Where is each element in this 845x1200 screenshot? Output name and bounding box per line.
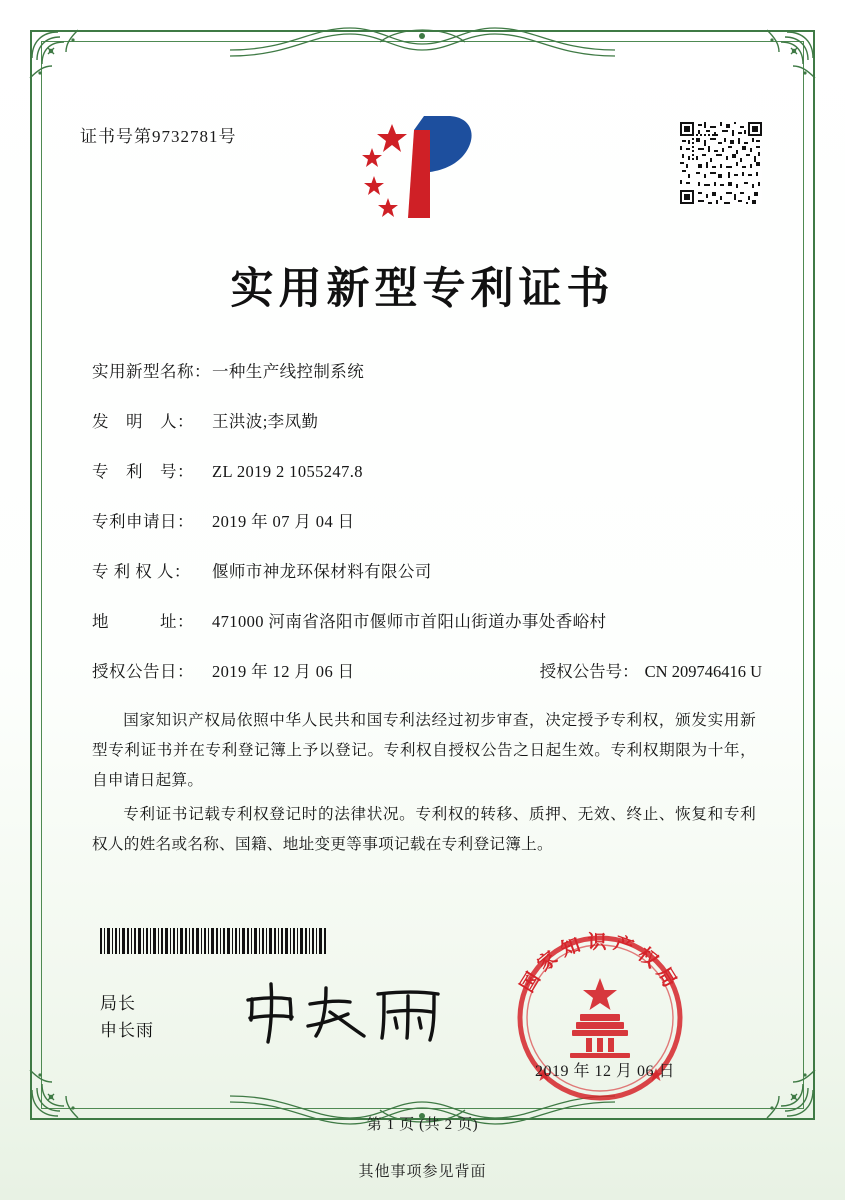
seal-date: 2019 年 12 月 06 日	[534, 1063, 675, 1080]
field-row-inventor	[92, 410, 762, 434]
field-row-grant-announcement	[92, 660, 762, 684]
edge-ornament-top	[230, 20, 615, 66]
field-label-announcement-number: 授权公告号：	[539, 661, 639, 681]
field-row-application-date	[92, 510, 762, 534]
field-row-address	[92, 610, 762, 634]
field-label-application-date: 专利申请日：	[92, 511, 194, 531]
certificate-number: 证书号第9732781号	[80, 127, 237, 146]
field-label-patentee: 专 利 权 人：	[92, 561, 191, 581]
certificate-fields	[92, 360, 762, 707]
legal-paragraph-1: 国家知识产权局依照中华人民共和国专利法经过初步审查，决定授予专利权，颁发实用新型专利证书并在专利登记簿上予以登记。专利权自授权公告之日起生效。专利权期限为十年，自申请日起算。	[92, 712, 756, 789]
field-label-patent-number: 专 利 号：	[92, 461, 194, 481]
field-value-patent-number: ZL 2019 2 1055247.8	[212, 461, 363, 481]
qr-code-icon	[680, 122, 762, 204]
signature-name: 申长雨	[100, 1021, 154, 1040]
field-row-patentee	[92, 560, 762, 584]
signature-title-label: 局长	[100, 994, 136, 1013]
field-value-inventor: 王洪波;李凤勤	[212, 411, 319, 431]
field-label-grant-date: 授权公告日：	[92, 661, 194, 681]
official-seal-icon	[500, 918, 700, 1118]
svg-text:国家知识产权局: 国家知识产权局	[516, 931, 684, 997]
signature-block	[100, 990, 154, 1044]
field-value-utility-model-name: 一种生产线控制系统	[212, 362, 365, 381]
field-row-utility-model-name	[92, 360, 762, 384]
field-value-grant-date: 2019 年 12 月 06 日	[212, 661, 355, 681]
field-value-application-date: 2019 年 07 月 04 日	[212, 511, 355, 531]
footnote: 其他事项参见背面	[358, 1164, 487, 1180]
field-label-address: 地 址：	[92, 611, 194, 631]
field-value-patentee: 偃师市神龙环保材料有限公司	[212, 561, 432, 581]
barcode-icon	[100, 928, 328, 954]
cnipa-logo-icon	[352, 110, 492, 225]
field-value-announcement-number: CN 209746416 U	[644, 661, 762, 681]
field-label-utility-model-name: 实用新型名称：	[92, 362, 211, 381]
handwritten-signature	[238, 978, 458, 1048]
legal-paragraph-2: 专利证书记载专利权登记时的法律状况。专利权的转移、质押、无效、终止、恢复和专利权人的姓名或名称、国籍、地址变更等事项记载在专利登记簿上。	[92, 806, 756, 853]
page-number: 第 1 页 (共 2 页)	[366, 1117, 479, 1133]
field-value-address: 471000 河南省洛阳市偃师市首阳山街道办事处香峪村	[212, 611, 607, 631]
field-label-inventor: 发 明 人：	[92, 411, 194, 431]
page-title: 实用新型专利证书	[230, 264, 615, 314]
field-row-patent-number	[92, 460, 762, 484]
